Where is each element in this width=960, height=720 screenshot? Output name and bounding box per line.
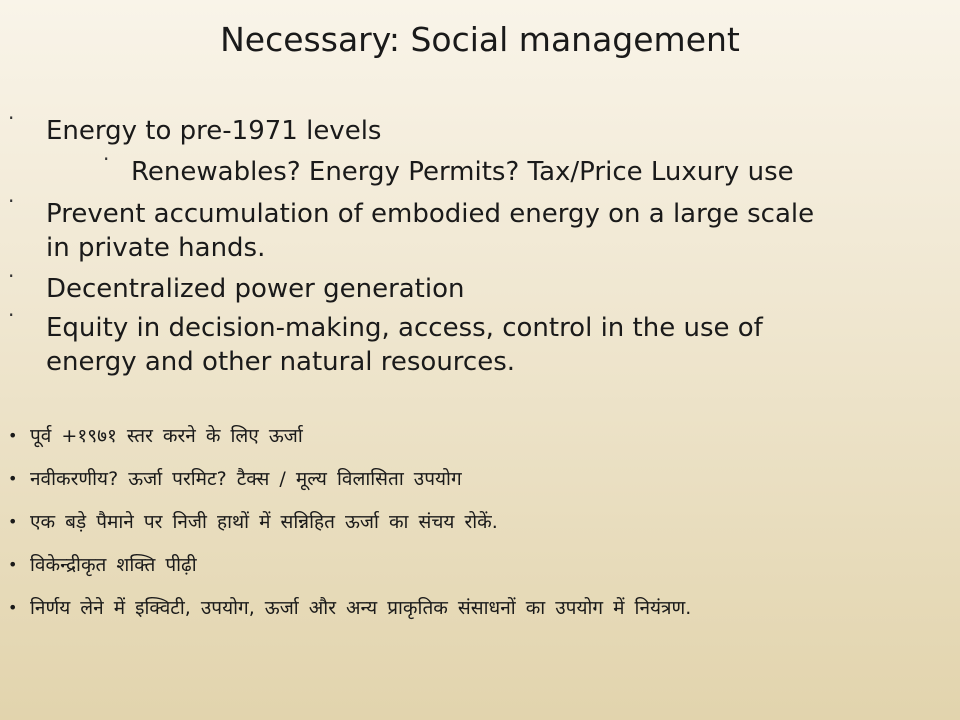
bullet-marker: •: [8, 469, 18, 488]
bullet-text-line-2: in private hands.: [46, 233, 266, 263]
bullet-marker: •: [8, 512, 18, 531]
bullet-marker: ·: [8, 106, 15, 130]
bullet-text-line-1: Prevent accumulation of embodied energy on a large scale: [46, 199, 815, 229]
sub-bullet-text: Renewables? Energy Permits? Tax/Price Luxury use: [131, 157, 794, 187]
list-item: [0, 592, 960, 628]
bullet-text: Energy to pre-1971 levels: [46, 116, 382, 146]
bullet-marker: ·: [8, 189, 15, 213]
bullet-text: विकेन्द्रीकृत शक्ति पीढ़ी: [30, 554, 197, 576]
bullet-marker: •: [8, 598, 18, 617]
bullet-text: पूर्व +१९७१ स्तर करने के लिए ऊर्जा: [30, 425, 303, 447]
list-item: [0, 420, 960, 456]
bullet-text-line-1: Equity in decision-making, access, control in the use of: [46, 313, 763, 343]
list-item: [0, 506, 960, 542]
bullet-marker: ·: [8, 303, 15, 327]
bullet-text-line-2: energy and other natural resources.: [46, 347, 516, 377]
bullet-text: निर्णय लेने में इक्विटी, उपयोग, ऊर्जा और अन्य प्राकृतिक संसाधनों का उपयोग में नियंत्रण.: [30, 597, 692, 619]
bullet-text: Decentralized power generation: [46, 274, 465, 304]
bullet-text: नवीकरणीय? ऊर्जा परमिट? टैक्स / मूल्य विलासिता उपयोग: [30, 468, 462, 490]
bullet-text: एक बड़े पैमाने पर निजी हाथों में सन्निहित ऊर्जा का संचय रोकें.: [30, 511, 498, 533]
list-item: [0, 549, 960, 585]
bullet-marker: •: [8, 555, 18, 574]
sub-bullet-marker: ·: [103, 147, 110, 171]
list-item: [0, 463, 960, 499]
bullet-marker: •: [8, 426, 18, 445]
bullet-marker: ·: [8, 264, 15, 288]
slide-title: Necessary: Social management: [220, 20, 740, 59]
